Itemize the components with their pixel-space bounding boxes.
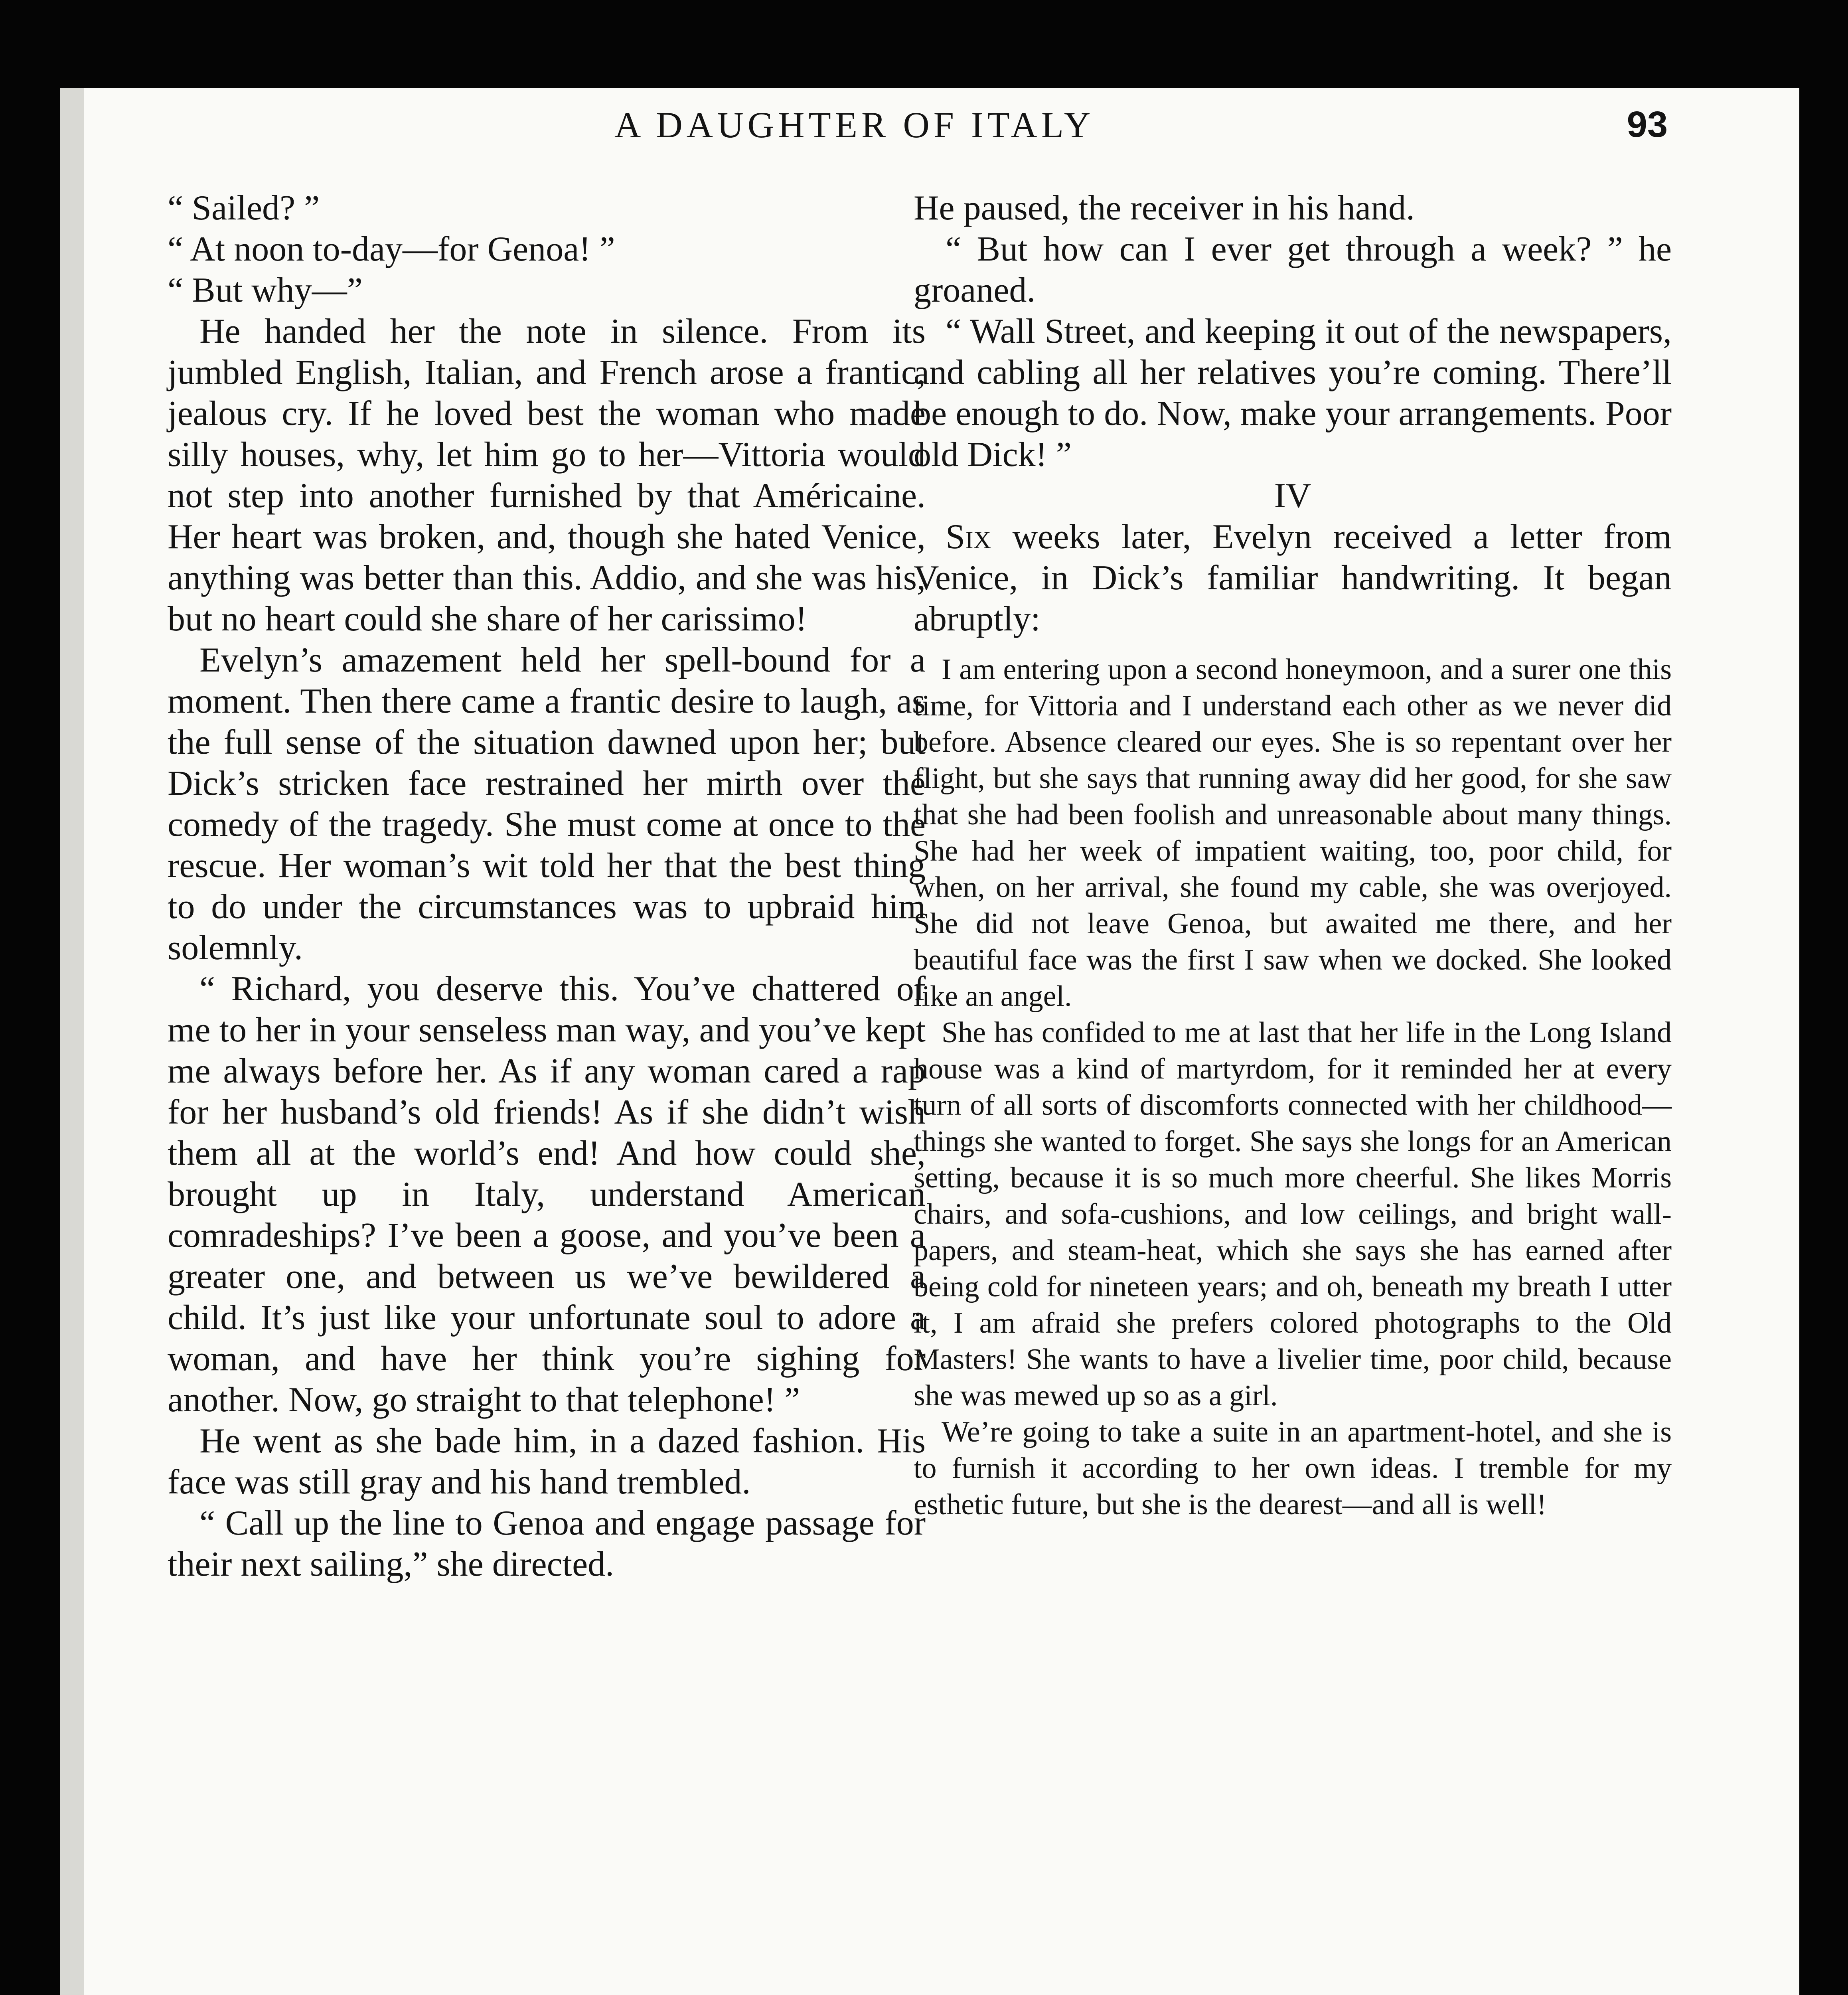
left-column [168,188,926,1585]
page-binding-edge [60,88,84,1995]
section-number: IV [1274,476,1311,515]
letter-paragraph: We’re going to take a suite in an apartment-hotel, and she is to furnish it according to her own ideas. I tremble for my esthetic future, but she is the dearest—and all is well! [914,1416,1672,1521]
letter-paragraph: I am entering upon a second honeymoon, and a surer one this time, for Vittoria and I understand each other as we never did before. Absence cleared our eyes. She is so repentant over her flight, but she says that running away did her good, for she saw that she had been foolish and unreasonable about many things. She had her week of impatient waiting, too, poor child, for when, on her arrival, she found my cable, she was overjoyed. She did not leave Genoa, but awaited me there, and her beautiful face was the first I saw when we docked. She looked like an angel. [914,653,1672,1013]
paragraph: “ Call up the line to Genoa and engage passage for their next sailing,” she directed. [168,1504,926,1584]
page-number: 93 [1627,104,1668,145]
right-column [914,188,1672,1523]
paragraph: He went as she bade him, in a dazed fashion. His face was still gray and his hand trembled. [168,1422,926,1501]
letter-paragraph: She has confided to me at last that her life in the Long Island house was a kind of martyrdom, for it reminded her at every turn of all sorts of discomforts connected with her childhood—things she wanted to forget. She says she longs for an American setting, because it is so much more cheerful. She likes Morris chairs, and sofa-cushions, and low ceilings, and bright wall-papers, and steam-heat, which she says she has earned after being cold for nineteen years; and oh, beneath my breath I utter it, I am afraid she prefers colored photographs to the Old Masters! She wants to have a livelier time, poor child, because she was mewed up so as a girl. [914,1016,1672,1412]
paragraph: Evelyn’s amazement held her spell-bound for a moment. Then there came a frantic desire to laugh, as the full sense of the situation dawned upon her; but Dick’s stricken face restrained her mirth over the comedy of the tragedy. She must come at once to the rescue. Her woman’s wit told her that the best thing to do under the circumstances was to upbraid him solemnly. [168,641,926,967]
paragraph: He paused, the receiver in his hand. [914,189,1415,227]
paragraph: “ But how can I ever get through a week? ” he groaned. [914,230,1672,310]
opening-word: Six [946,518,991,556]
paragraph: “ At noon to-day—for Genoa! ” [168,230,615,269]
paragraph: “ But why—” [168,271,363,310]
paragraph: “ Wall Street, and keeping it out of the newspapers, and cabling all her relatives you’re coming. There’ll be enough to do. Now, make your arrangements. Poor old Dick! ” [914,312,1672,474]
running-title: A DAUGHTER OF ITALY [614,105,1095,145]
paragraph: “ Sailed? ” [168,189,320,227]
paragraph: He handed her the note in silence. From its jumbled English, Italian, and French arose a frantic, jealous cry. If he loved best the woman who made silly houses, why, let him go to her—Vittoria would not step into another furnished by that Américaine. Her heart was broken, and, though she hated Venice, anything was better than this. Addio, and she was his, but no heart could she share of her carissimo! [168,312,926,638]
section-opening-paragraph [914,516,1672,640]
paragraph: “ Richard, you deserve this. You’ve chattered of me to her in your senseless man way, and you’ve kept me always before her. As if any woman cared a rap for her husband’s old friends! As if she didn’t wish them all at the world’s end! And how could she, brought up in Italy, understand American comradeships? I’ve been a goose, and you’ve been a greater one, and between us we’ve bewildered a child. It’s just like your unfortunate soul to adore a woman, and have her think you’re sighing for another. Now, go straight to that telephone! ” [168,970,926,1419]
opening-text: weeks later, Evelyn received a letter from Venice, in Dick’s familiar handwriting. It began abruptly: [914,518,1672,638]
letter-excerpt [914,652,1672,1523]
